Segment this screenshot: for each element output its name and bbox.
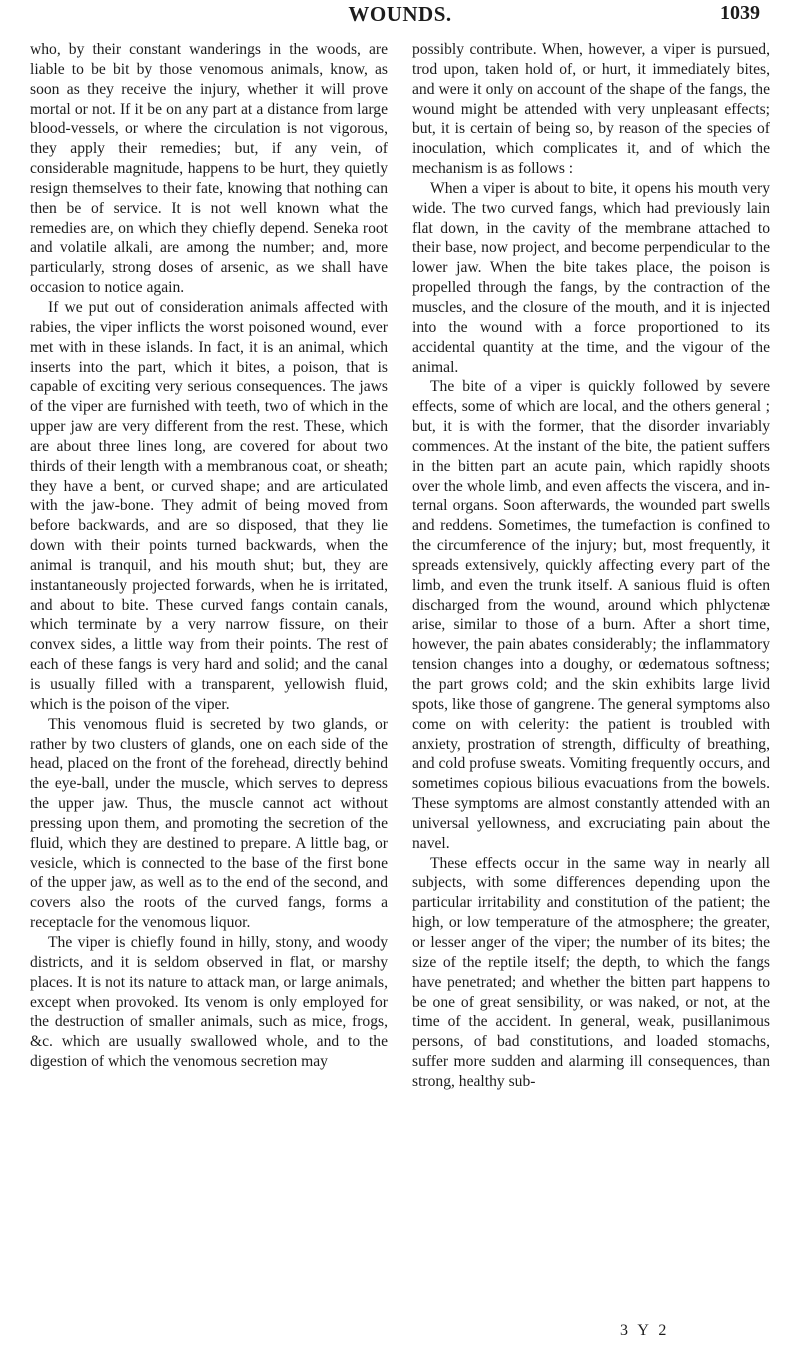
paragraph: The bite of a viper is quickly followed by severe effects, some of which are local, and the others general ; but, it is with the former, that the disorder invariably commences. At the instant of the bite, the patient suffers in the bitten part an acute pain, which rapidly shoots over the whole limb, and even affects the viscera, and internal organs. Soon afterwards, the wounded part swells and reddens. Sometimes, the tumefaction is confined to the circumference of the injury; but, most frequently, it spreads extensively, quickly affecting every part of the limb, and even the trunk itself. A sanious fluid is often discharged from the wound, around which phlyctenæ arise, similar to those of a burn. After a short time, however, the pain abates considerably; the inflammatory tension changes into a doughy, or œdematous softness; the part grows cold; and the skin exhibits large livid spots, like those of gangrene. The general symptoms also come on with celerity: the patient is troubled with anxiety, prostration of strength, difficulty of breathing, and cold profuse sweats. Vomiting frequently occurs, and sometimes copious bilious evacuations from the bowels. These symptoms are almost constantly attended with an universal yellowness, and excruciating pain about the navel.	[412, 378, 770, 852]
paragraph: The viper is chiefly found in hilly, stony, and woody districts, and it is seldom observed in flat, or marshy places. It is not its nature to attack man, or large animals, except when provoked. Its venom is only employed for the destruction of smaller animals, such as mice, frogs, &c. which are usually swallowed whole, and to the digestion of which the venomous secretion may	[30, 933, 388, 1071]
left-column	[30, 40, 388, 1072]
paragraph: possibly contribute. When, however, a viper is pursued, trod upon, taken hold of, or hurt, it immediately bites, and were it only on account of the shape of the fangs, the wound might be attended with very unpleasant effects; but, it is certain of being so, by reason of the species of inoculation, which complicates it, and of which the mechanism is as follows :	[412, 41, 770, 178]
page-header	[0, 2, 800, 32]
page-number: 1039	[720, 2, 760, 24]
signature-mark: 3 Y 2	[620, 1322, 670, 1339]
right-column	[412, 40, 770, 1092]
paragraph: When a viper is about to bite, it opens his mouth very wide. The two curved fangs, which had previously lain flat down, in the cavity of the membrane attached to their base, now project, and become perpendicular to the lower jaw. When the bite takes place, the poison is propelled through the fangs, by the contraction of the muscles, and the closure of the mouth, and it is injected into the wound with a force proportioned to its accidental quantity at the time, and the vigour of the animal.	[412, 179, 770, 376]
paragraph: who, by their constant wanderings in the woods, are liable to be bit by those venomous animals, know, as soon as they receive the injury, whether it will prove mortal or not. If it be on any part at a distance from large blood-vessels, or where the circulation is not vigorous, they apply their remedies; but, if any vein, of considerable magnitude, happens to be hurt, they quietly resign themselves to their fate, knowing that nothing can then be of service. It is not well known what the remedies are, on which they chiefly depend. Seneka root and volatile alkali, are among the number; and, more particularly, strong doses of arsenic, as we shall have occasion to notice again.	[30, 41, 388, 297]
paragraph: This venomous fluid is secreted by two glands, or rather by two clusters of glands, one on each side of the head, placed on the front of the forehead, directly behind the eye-ball, under the muscle, which serves to depress the upper jaw. Thus, the muscle cannot act without pressing upon them, and promoting the secretion of the fluid, which they are destined to prepare. A little bag, or vesicle, which is connected to the base of the first bone of the upper jaw, as well as to the end of the second, and covers also the roots of the curved fangs, forms a receptacle for the venomous liquor.	[30, 715, 388, 932]
paragraph: If we put out of consideration animals affected with rabies, the viper inflicts the worst poisoned wound, ever met with in these islands. In fact, it is an animal, which inserts into the part, which it bites, a poison, that is capable of exciting very serious consequences. The jaws of the viper are furnished with teeth, two of which in the upper jaw are very different from the rest. These, which are about three lines long, are covered for about two thirds of their length with a membranous coat, or sheath; they have a bent, or curved shape; and are articulated with the jaw-bone. They admit of being moved from before backwards, and are so disposed, that they lie down with their points turned backwards, when the animal is tranquil, and his mouth shut; but, they are instantaneously projected forwards, when he is irritated, and about to bite. These curved fangs contain canals, which terminate by a very narrow fissure, on their convex sides, a little way from their points. The rest of each of these fangs is very hard and solid; and the canal is usually filled with a transparent, yellowish fluid, which is the poison of the viper.	[30, 298, 388, 713]
running-title: WOUNDS.	[348, 2, 452, 26]
paragraph: These effects occur in the same way in nearly all subjects, with some differences depending upon the particular irritability and constitution of the patient; the high, or low temperature of the atmosphere; the greater, or lesser anger of the viper; the number of its bites; the size of the reptile itself; the depth, to which the fangs have penetrated; and whether the bitten part happens to be one of great sensibility, or was naked, or not, at the time of the accident. In general, weak, pusillanimous persons, of bad constitutions, and loaded stomachs, suffer more sudden and alarming ill consequences, than strong, healthy sub-	[412, 854, 770, 1090]
